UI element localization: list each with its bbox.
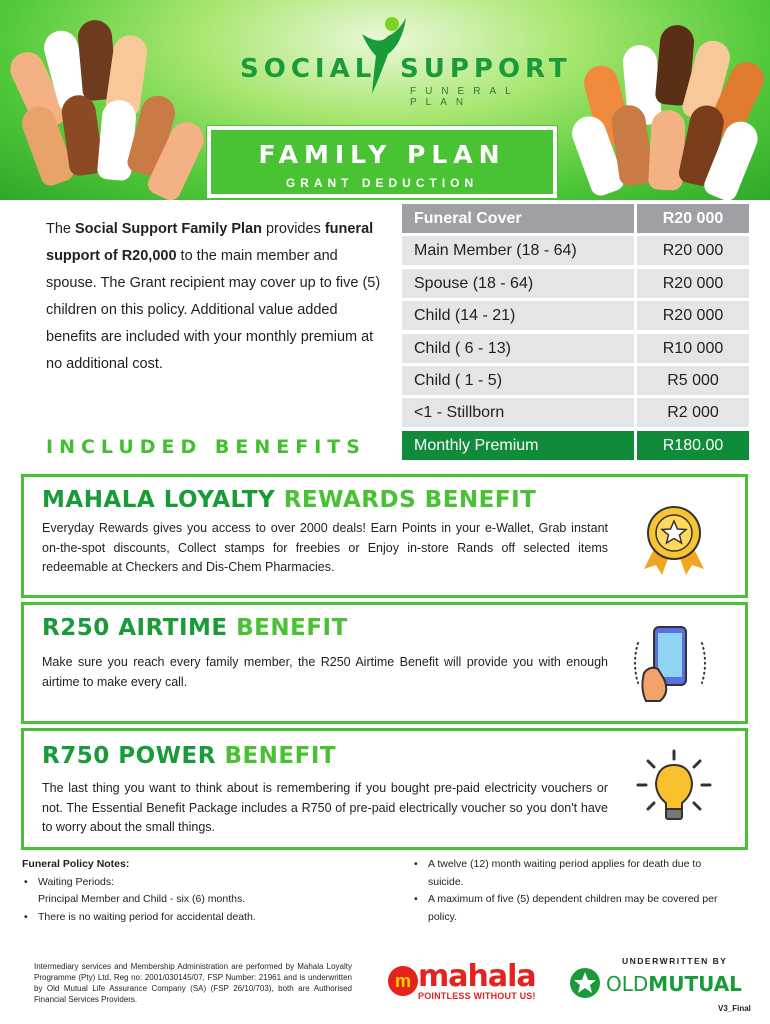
- mahala-tagline: POINTLESS WITHOUT US!: [418, 991, 536, 1001]
- notes-title: Funeral Policy Notes:: [22, 858, 130, 870]
- cover-row-label: Child (14 - 21): [402, 301, 634, 330]
- mahala-m-badge-icon: m: [388, 966, 418, 996]
- logo-subtitle: FUNERAL PLAN: [410, 86, 520, 108]
- intro-text-3: to the main member and spouse. The Grant recipient may cover up to five (5) children on this policy. Additional value added benefits are included with your monthly premium at no additional cost.: [46, 248, 381, 372]
- table-row: [402, 301, 749, 330]
- benefit-title: [42, 743, 336, 769]
- intro-bold-support-amount: funeral support of R20,000: [46, 221, 374, 264]
- cover-row-value: R2 000: [637, 398, 749, 427]
- table-row: [402, 236, 749, 265]
- raised-hands-left-graphic: [10, 10, 200, 200]
- table-row: [402, 334, 749, 363]
- benefit-title-part1: R750 POWER: [42, 743, 216, 769]
- mahala-logo: [388, 959, 546, 1003]
- funeral-policy-notes-right: [412, 856, 732, 926]
- airtime-benefit-box: [21, 602, 748, 724]
- old-mutual-emblem-icon: [568, 966, 602, 1000]
- cover-row-value: R5 000: [637, 366, 749, 395]
- cover-row-label: Spouse (18 - 64): [402, 269, 634, 298]
- logo-word-support: SUPPORT: [400, 54, 572, 84]
- funeral-policy-notes-left: [22, 856, 352, 926]
- benefit-description: Everyday Rewards gives you access to over 2000 deals! Earn Points in your e-Wallet, Grab instant on-the-spot discounts, Collect stamps for freebies or Enjoy in-store Rands off selected items redeemable at Checkers and Dis-Chem Pharmacies.: [42, 521, 608, 574]
- cover-row-value: R20 000: [637, 301, 749, 330]
- intro-bold-plan-name: Social Support Family Plan: [75, 221, 262, 237]
- phone-hand-icon: [630, 623, 710, 703]
- benefit-description: The last thing you want to think about is remembering if you bought pre-paid electricity vouchers or not. The Essential Benefit Package includes a R750 of pre-paid electrically voucher so you don't have to worry about the small things.: [42, 781, 608, 834]
- logo-word-social: SOCIAL: [240, 54, 377, 84]
- monthly-premium-row: [402, 431, 749, 460]
- benefit-title: [42, 487, 536, 513]
- cover-table-header: [402, 204, 749, 233]
- premium-value: R180.00: [637, 431, 749, 460]
- cover-row-value: R20 000: [637, 269, 749, 298]
- included-benefits-heading: INCLUDED BENEFITS: [46, 436, 366, 458]
- power-benefit-box: [21, 728, 748, 850]
- benefit-title-part1: MAHALA LOYALTY: [42, 487, 276, 513]
- premium-label: Monthly Premium: [402, 431, 634, 460]
- family-plan-banner: [207, 126, 557, 198]
- intro-text-1: The: [46, 221, 76, 237]
- cover-row-label: <1 - Stillborn: [402, 398, 634, 427]
- old-mutual-wordmark: [606, 972, 742, 996]
- cover-row-label: Main Member (18 - 64): [402, 236, 634, 265]
- header-banner: [0, 0, 770, 200]
- cover-row-value: R10 000: [637, 334, 749, 363]
- benefit-title-part2: REWARDS BENEFIT: [275, 487, 537, 513]
- benefit-title: [42, 615, 348, 641]
- social-support-logo: [232, 18, 572, 108]
- old-mutual-word-mutual: MUTUAL: [648, 972, 742, 996]
- legal-disclaimer: Intermediary services and Membership Administration are performed by Mahala Loyalty Programme (Pty) Ltd, Reg no: 2001/030145/07, FSP Number: 21961 and is underwritten by Old Mutual Life Assurance Company (SA) (FSP 26/10/703), both are Authorised Financial Services Providers.: [34, 962, 352, 1004]
- banner-subtitle: GRANT DEDUCTION: [285, 176, 479, 190]
- table-row: [402, 398, 749, 427]
- mahala-wordmark: mahala: [418, 959, 536, 994]
- cover-header-label: Funeral Cover: [402, 204, 634, 233]
- raised-hands-right-graphic: [570, 10, 760, 200]
- cover-row-value: R20 000: [637, 236, 749, 265]
- intro-text-2: provides: [261, 221, 325, 237]
- benefit-description: Make sure you reach every family member, the R250 Airtime Benefit will provide you with enough airtime to make every call.: [42, 655, 608, 689]
- funeral-cover-table: [402, 204, 749, 463]
- note-suicide-waiting: • A twelve (12) month waiting period applies for death due to suicide.: [412, 856, 732, 891]
- medal-star-icon: [634, 497, 714, 577]
- old-mutual-word-old: OLD: [606, 972, 649, 996]
- version-label: V3_Final: [718, 1004, 751, 1013]
- mahala-loyalty-benefit-box: [21, 474, 748, 598]
- note-accidental-death: • There is no waiting period for accidental death.: [22, 909, 352, 927]
- old-mutual-logo: [566, 966, 742, 1000]
- note-waiting-periods: • Waiting Periods:: [22, 874, 352, 892]
- intro-paragraph: [46, 216, 382, 378]
- benefit-title-part2: BENEFIT: [215, 743, 337, 769]
- underwritten-by-label: UNDERWRITTEN BY: [622, 956, 728, 966]
- cover-row-label: Child ( 1 - 5): [402, 366, 634, 395]
- note-max-children: • A maximum of five (5) dependent children may be covered per policy.: [412, 891, 732, 926]
- benefit-title-part2: BENEFIT: [227, 615, 348, 641]
- cover-row-label: Child ( 6 - 13): [402, 334, 634, 363]
- table-row: [402, 366, 749, 395]
- light-bulb-icon: [634, 749, 714, 829]
- note-waiting-detail: Principal Member and Child - six (6) months.: [38, 893, 246, 905]
- table-row: [402, 269, 749, 298]
- banner-title: FAMILY PLAN: [258, 140, 506, 169]
- benefit-title-part1: R250 AIRTIME: [42, 615, 228, 641]
- cover-header-value: R20 000: [637, 204, 749, 233]
